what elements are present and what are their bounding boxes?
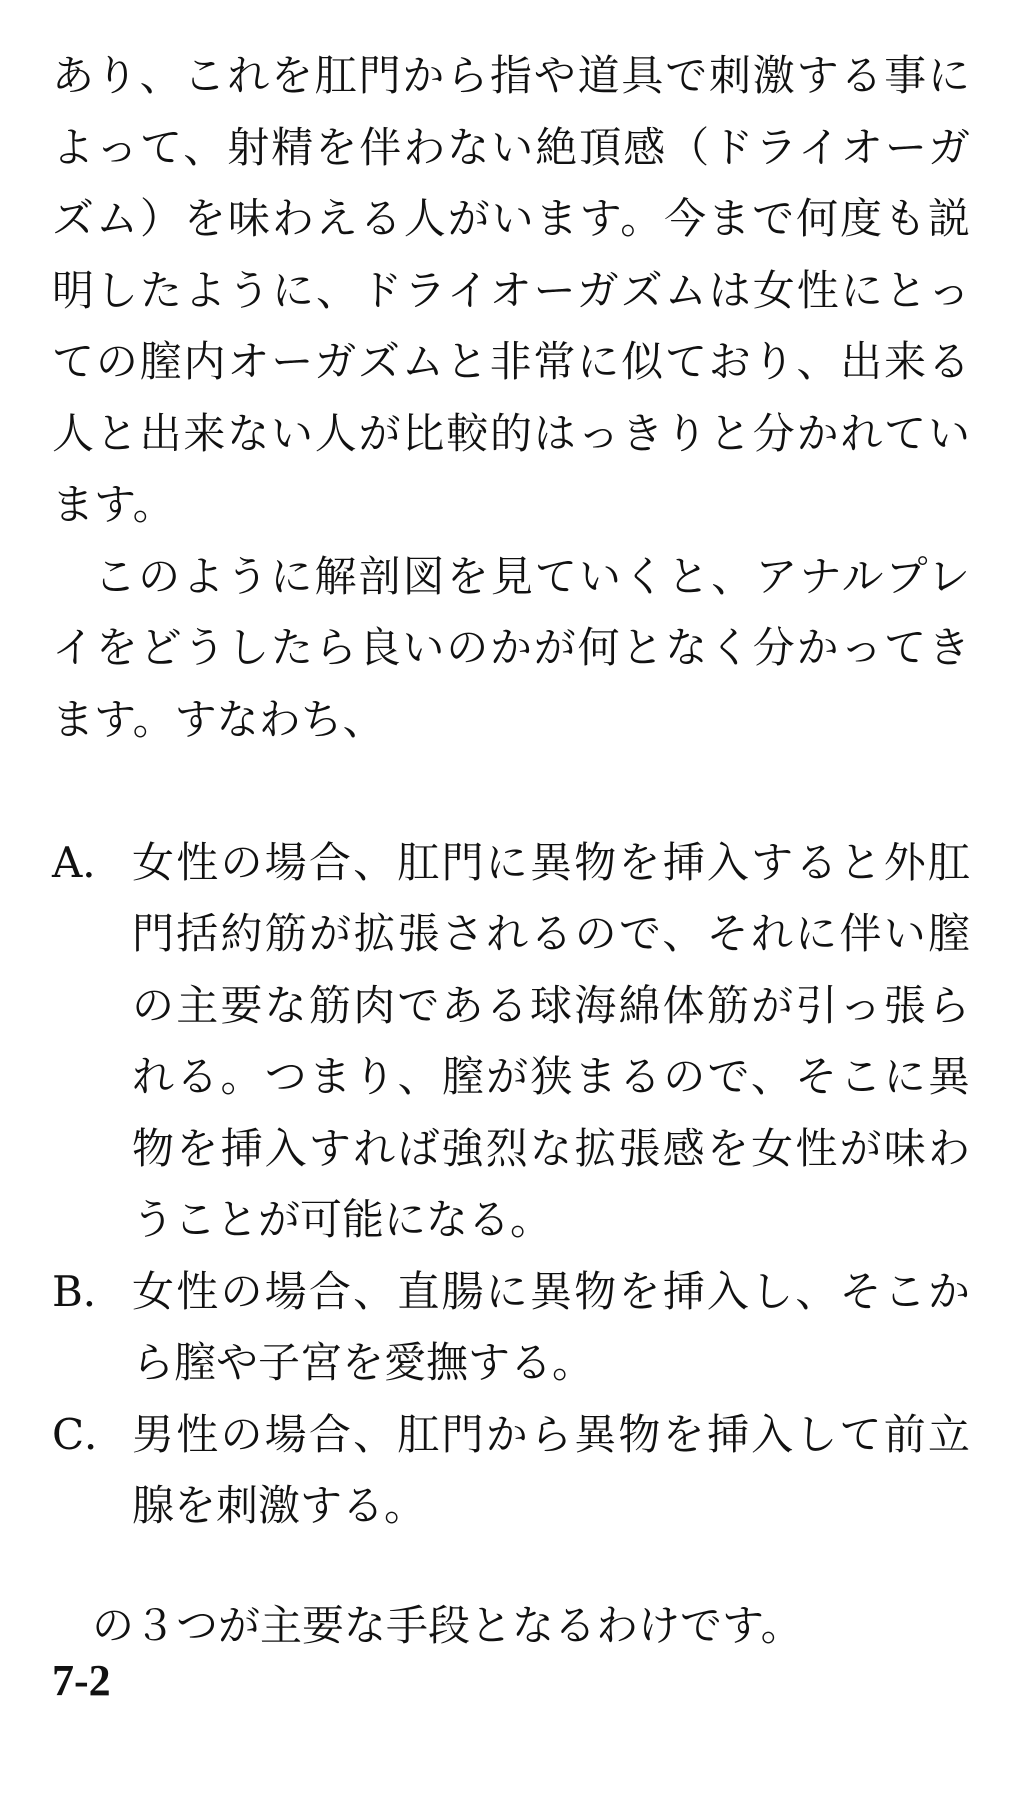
list-item-c: [52, 1399, 970, 1542]
closing-sentence: の３つが主要な手段となるわけです。: [92, 1600, 803, 1650]
paragraph-dry-orgasm: あり、これを肛門から指や道具で刺激する事によって、射精を伴わない絶頂感（ドライオーガズム）を味わえる人がいます。今まで何度も説明したように、ドライオーガズムは女性にとっての膣内オーガズムと非常に似ており、出来る人と出来ない人が比較的はっきりと分かれています。: [52, 51, 970, 529]
method-list: [52, 827, 970, 1542]
list-marker-b: B．: [52, 1266, 125, 1316]
document-body: [52, 40, 970, 1661]
list-text-b: 女性の場合、直腸に異物を挿入し、そこから膣や子宮を愛撫する。: [132, 1266, 970, 1387]
list-marker-c: C．: [52, 1409, 127, 1459]
blank-line: [52, 755, 970, 827]
page-number: 7-2: [52, 1656, 111, 1705]
paragraph-anatomy: このように解剖図を見ていくと、アナルプレイをどうしたら良いのかが何となく分かってきます。すなわち、: [52, 551, 970, 744]
list-item-b: [52, 1256, 970, 1399]
list-marker-a: A．: [52, 837, 125, 887]
list-text-a: 女性の場合、肛門に異物を挿入すると外肛門括約筋が拡張されるので、それに伴い膣の主要な筋肉である球海綿体筋が引っ張られる。つまり、膣が狭まるので、そこに異物を挿入すれば強烈な拡張感を女性が味わうことが可能になる。: [132, 837, 970, 1244]
list-item-a: [52, 827, 970, 1256]
list-text-c: 男性の場合、肛門から異物を挿入して前立腺を刺激する。: [132, 1409, 970, 1530]
